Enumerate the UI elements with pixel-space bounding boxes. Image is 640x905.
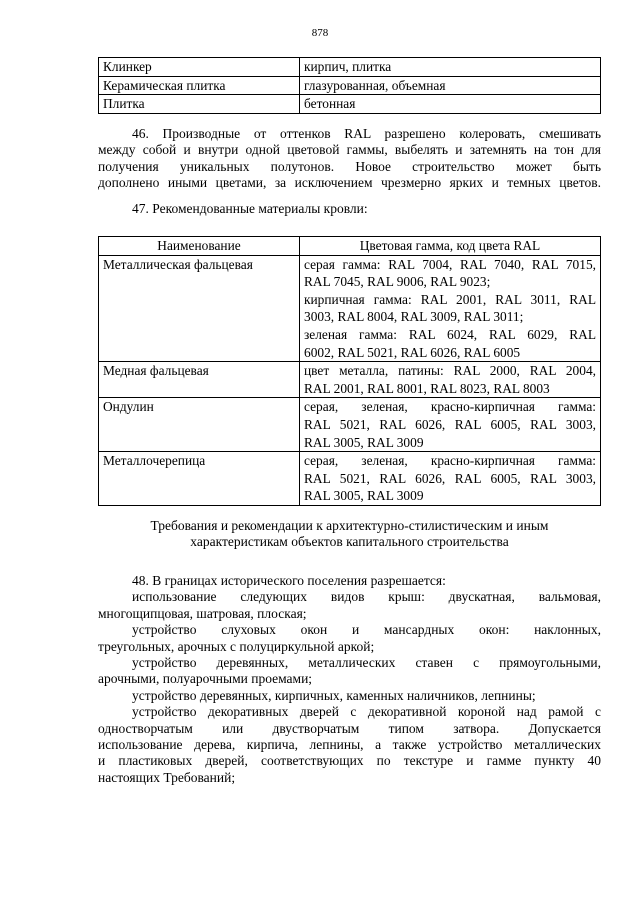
text-line: многощипцовая, шатровая, плоская; xyxy=(98,605,307,621)
facade-materials-table xyxy=(98,57,601,114)
table-row xyxy=(99,398,601,452)
table-cell: кирпич, плитка xyxy=(300,58,601,77)
cell-line: 6002, RAL 5021, RAL 6026, RAL 6005 xyxy=(304,344,521,360)
cell-line: RAL 2001, RAL 8001, RAL 8023, RAL 8003 xyxy=(304,380,550,396)
paragraph-48 xyxy=(98,573,601,786)
cell-line: RAL 7045, RAL 9006, RAL 9023; xyxy=(304,274,491,290)
cell-line: RAL 3005, RAL 3009 xyxy=(304,434,424,450)
table-cell xyxy=(300,398,601,452)
table-row xyxy=(99,95,601,114)
cell-line: серая, зеленая, красно-кирпичная гамма: xyxy=(304,453,596,469)
text-line: 47. Рекомендованные материалы кровли: xyxy=(132,201,368,216)
paragraph-46 xyxy=(98,126,601,192)
cell-line: RAL 3005, RAL 3009 xyxy=(304,488,424,504)
table-cell: Керамическая плитка xyxy=(99,76,300,95)
cell-line: кирпичная гамма: RAL 2001, RAL 3011, RAL xyxy=(304,291,596,307)
text-line: и пластиковых дверей, соответствующих по текстуре и гамме пункту 40 xyxy=(98,753,601,769)
cell-line: серая, зеленая, красно-кирпичная гамма: xyxy=(304,399,596,415)
table-cell: глазурованная, объемная xyxy=(300,76,601,95)
cell-line: RAL 5021, RAL 6026, RAL 6005, RAL 3003, xyxy=(304,470,596,486)
table-row xyxy=(99,76,601,95)
paragraph-47 xyxy=(98,201,601,217)
text-line: между собой и внутри одной цветовой гаммы, выбелять и затемнять на тон для xyxy=(98,142,601,158)
text-line: устройство слуховых окон и мансардных окон: наклонных, xyxy=(132,622,601,638)
text-line: настоящих Требований; xyxy=(98,769,236,785)
table-cell: Клинкер xyxy=(99,58,300,77)
table-cell xyxy=(300,255,601,362)
table-cell xyxy=(300,452,601,506)
table-row xyxy=(99,255,601,362)
text-line: 48. В границах исторического поселения разрешается: xyxy=(132,573,446,588)
text-line: дополнено иными цветами, за исключением чрезмерно ярких и темных цветов. xyxy=(98,175,601,191)
text-line: использование следующих видов крыш: двускатная, вальмовая, xyxy=(132,589,601,605)
table-cell xyxy=(300,362,601,398)
column-header-name: Наименование xyxy=(99,237,300,256)
table-cell: Медная фальцевая xyxy=(99,362,300,398)
table-cell: Плитка xyxy=(99,95,300,114)
cell-line: серая гамма: RAL 7004, RAL 7040, RAL 7015, xyxy=(304,256,596,272)
column-header-color: Цветовая гамма, код цвета RAL xyxy=(300,237,601,256)
text-line: устройство деревянных, кирпичных, каменных наличников, лепнины; xyxy=(132,687,536,703)
cell-line: цвет металла, патины: RAL 2000, RAL 2004, xyxy=(304,363,596,379)
text-line: получения уникальных полутонов. Новое строительство может быть xyxy=(98,158,601,174)
text-line: устройство декоративных дверей с декоративной короной над рамой с xyxy=(132,704,601,720)
table-header-row xyxy=(99,237,601,256)
heading-line: характеристикам объектов капитального строительства xyxy=(190,534,509,550)
text-line: 46. Производные от оттенков RAL разрешено колеровать, смешивать xyxy=(132,126,601,141)
cell-line: 3003, RAL 8004, RAL 3009, RAL 3011; xyxy=(304,309,524,325)
cell-line: зеленая гамма: RAL 6024, RAL 6029, RAL xyxy=(304,326,596,342)
heading-line: Требования и рекомендации к архитектурно-стилистическим и иным xyxy=(150,518,549,533)
table-row xyxy=(99,362,601,398)
text-line: одностворчатым или двустворчатым типом затвора. Допускается xyxy=(98,720,601,736)
table-row xyxy=(99,452,601,506)
page-number: 878 xyxy=(311,27,329,39)
text-line: треугольных, арочных с полуциркульной аркой; xyxy=(98,638,375,654)
table-row xyxy=(99,58,601,77)
table-cell: Металлочерепица xyxy=(99,452,300,506)
text-line: устройство деревянных, металлических ставен с прямоугольными, xyxy=(132,655,601,671)
text-line: арочными, полуарочными проемами; xyxy=(98,671,313,687)
cell-line: RAL 5021, RAL 6026, RAL 6005, RAL 3003, xyxy=(304,416,596,432)
table-cell: Металлическая фальцевая xyxy=(99,255,300,362)
text-line: использование дерева, кирпича, лепнины, а также устройство металлических xyxy=(98,737,601,753)
section-heading xyxy=(98,518,601,551)
table-cell: бетонная xyxy=(300,95,601,114)
roofing-materials-table xyxy=(98,236,601,506)
table-cell: Ондулин xyxy=(99,398,300,452)
